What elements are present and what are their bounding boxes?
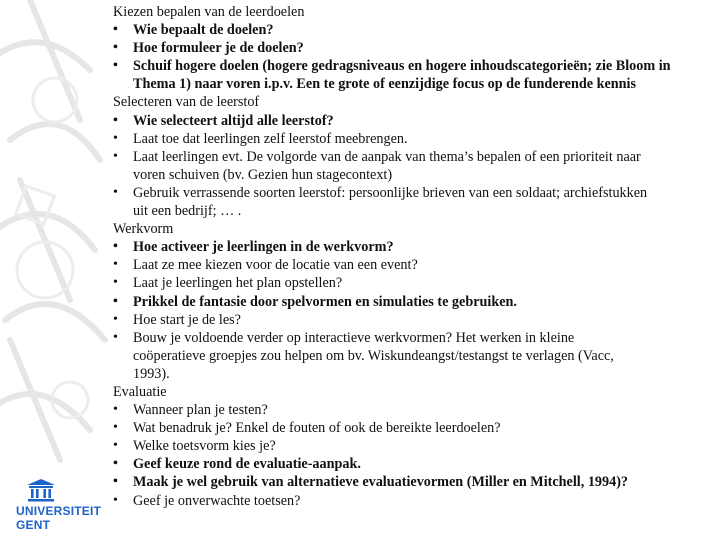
- list-item: [113, 57, 713, 93]
- list-item-line: • Laat je leerlingen het plan opstellen?: [133, 275, 343, 292]
- slide-content: [113, 3, 713, 510]
- list-item: [113, 184, 713, 220]
- background-pattern-graphic: [0, 0, 110, 470]
- list-item: [113, 256, 713, 274]
- university-building-icon: [26, 478, 56, 507]
- list-item-line: • Prikkel de fantasie door spelvormen en simulaties te gebruiken.: [133, 293, 517, 310]
- list-item-line: • Geef je onverwachte toetsen?: [133, 492, 301, 509]
- list-item: [113, 401, 713, 419]
- list-item-line: • Wat benadruk je? Enkel de fouten of ook de bereikte leerdoelen?: [133, 420, 501, 437]
- list-item-line: • Bouw je voldoende verder op interactieve werkvormen? Het werken in kleine: [133, 329, 575, 346]
- section-heading: Kiezen bepalen van de leerdoelen: [113, 4, 305, 20]
- list-item-line: • Hoe formuleer je de doelen?: [133, 40, 304, 57]
- list-item: [113, 329, 713, 383]
- background-pattern: [0, 0, 110, 470]
- list-item: [113, 293, 713, 311]
- list-item-line: • Geef keuze rond de evaluatie-aanpak.: [133, 456, 361, 473]
- list-item: [113, 21, 713, 39]
- section-heading: Selecteren van de leerstof: [113, 94, 260, 111]
- list-item-line: coöperatieve groepjes zou helpen om bv. Wiskundeangst/testangst te verlagen (Vacc,: [133, 347, 614, 364]
- list-item-line: • Welke toetsvorm kies je?: [133, 438, 276, 455]
- list-item-line: • Maak je wel gebruik van alternatieve evaluatievormen (Miller en Mitchell, 1994)?: [133, 474, 629, 491]
- list-item-line: • Schuif hogere doelen (hogere gedragsniveaus en hogere inhoudscategorieën; zie Bloom in: [133, 58, 671, 75]
- list-item-line: • Hoe activeer je leerlingen in de werkvorm?: [133, 239, 394, 256]
- list-item: [113, 274, 713, 292]
- list-item: [113, 112, 713, 130]
- list-item-line: • Wie bepaalt de doelen?: [133, 22, 274, 39]
- list-item: [113, 455, 713, 473]
- list-item: [113, 492, 713, 510]
- list-item-line: voren schuiven (bv. Gezien hun stagecontext): [133, 166, 393, 183]
- section-heading: Werkvorm: [113, 221, 174, 238]
- list-item: [113, 437, 713, 455]
- logo-text-line2: GENT: [16, 518, 51, 532]
- list-item-line: • Laat leerlingen evt. De volgorde van de aanpak van thema’s bepalen of een prioriteit naar: [133, 148, 641, 165]
- list-item: [113, 39, 713, 57]
- list-item: [113, 238, 713, 256]
- university-logo: [14, 478, 114, 538]
- list-item-line: • Wanneer plan je testen?: [133, 402, 268, 419]
- list-item-line: • Laat toe dat leerlingen zelf leerstof meebrengen.: [133, 130, 408, 147]
- list-item: [113, 419, 713, 437]
- list-item-line: • Laat ze mee kiezen voor de locatie van een event?: [133, 257, 418, 274]
- list-item-line: uit een bedrijf; … .: [133, 203, 242, 220]
- list-item-line: Thema 1) naar voren i.p.v. Een te grote of eenzijdige focus op de funderende kennis: [133, 76, 637, 93]
- logo-text-line1: UNIVERSITEIT: [16, 504, 102, 518]
- list-item-line: • Hoe start je de les?: [133, 311, 241, 328]
- list-item-line: • Gebruik verrassende soorten leerstof: persoonlijke brieven van een soldaat; archiefstukken: [133, 184, 648, 201]
- list-item-line: 1993).: [133, 365, 170, 382]
- section-heading: Evaluatie: [113, 383, 167, 400]
- list-item-line: • Wie selecteert altijd alle leerstof?: [133, 112, 334, 129]
- list-item: [113, 130, 713, 148]
- list-item: [113, 148, 713, 184]
- list-item: [113, 473, 713, 491]
- list-item: [113, 311, 713, 329]
